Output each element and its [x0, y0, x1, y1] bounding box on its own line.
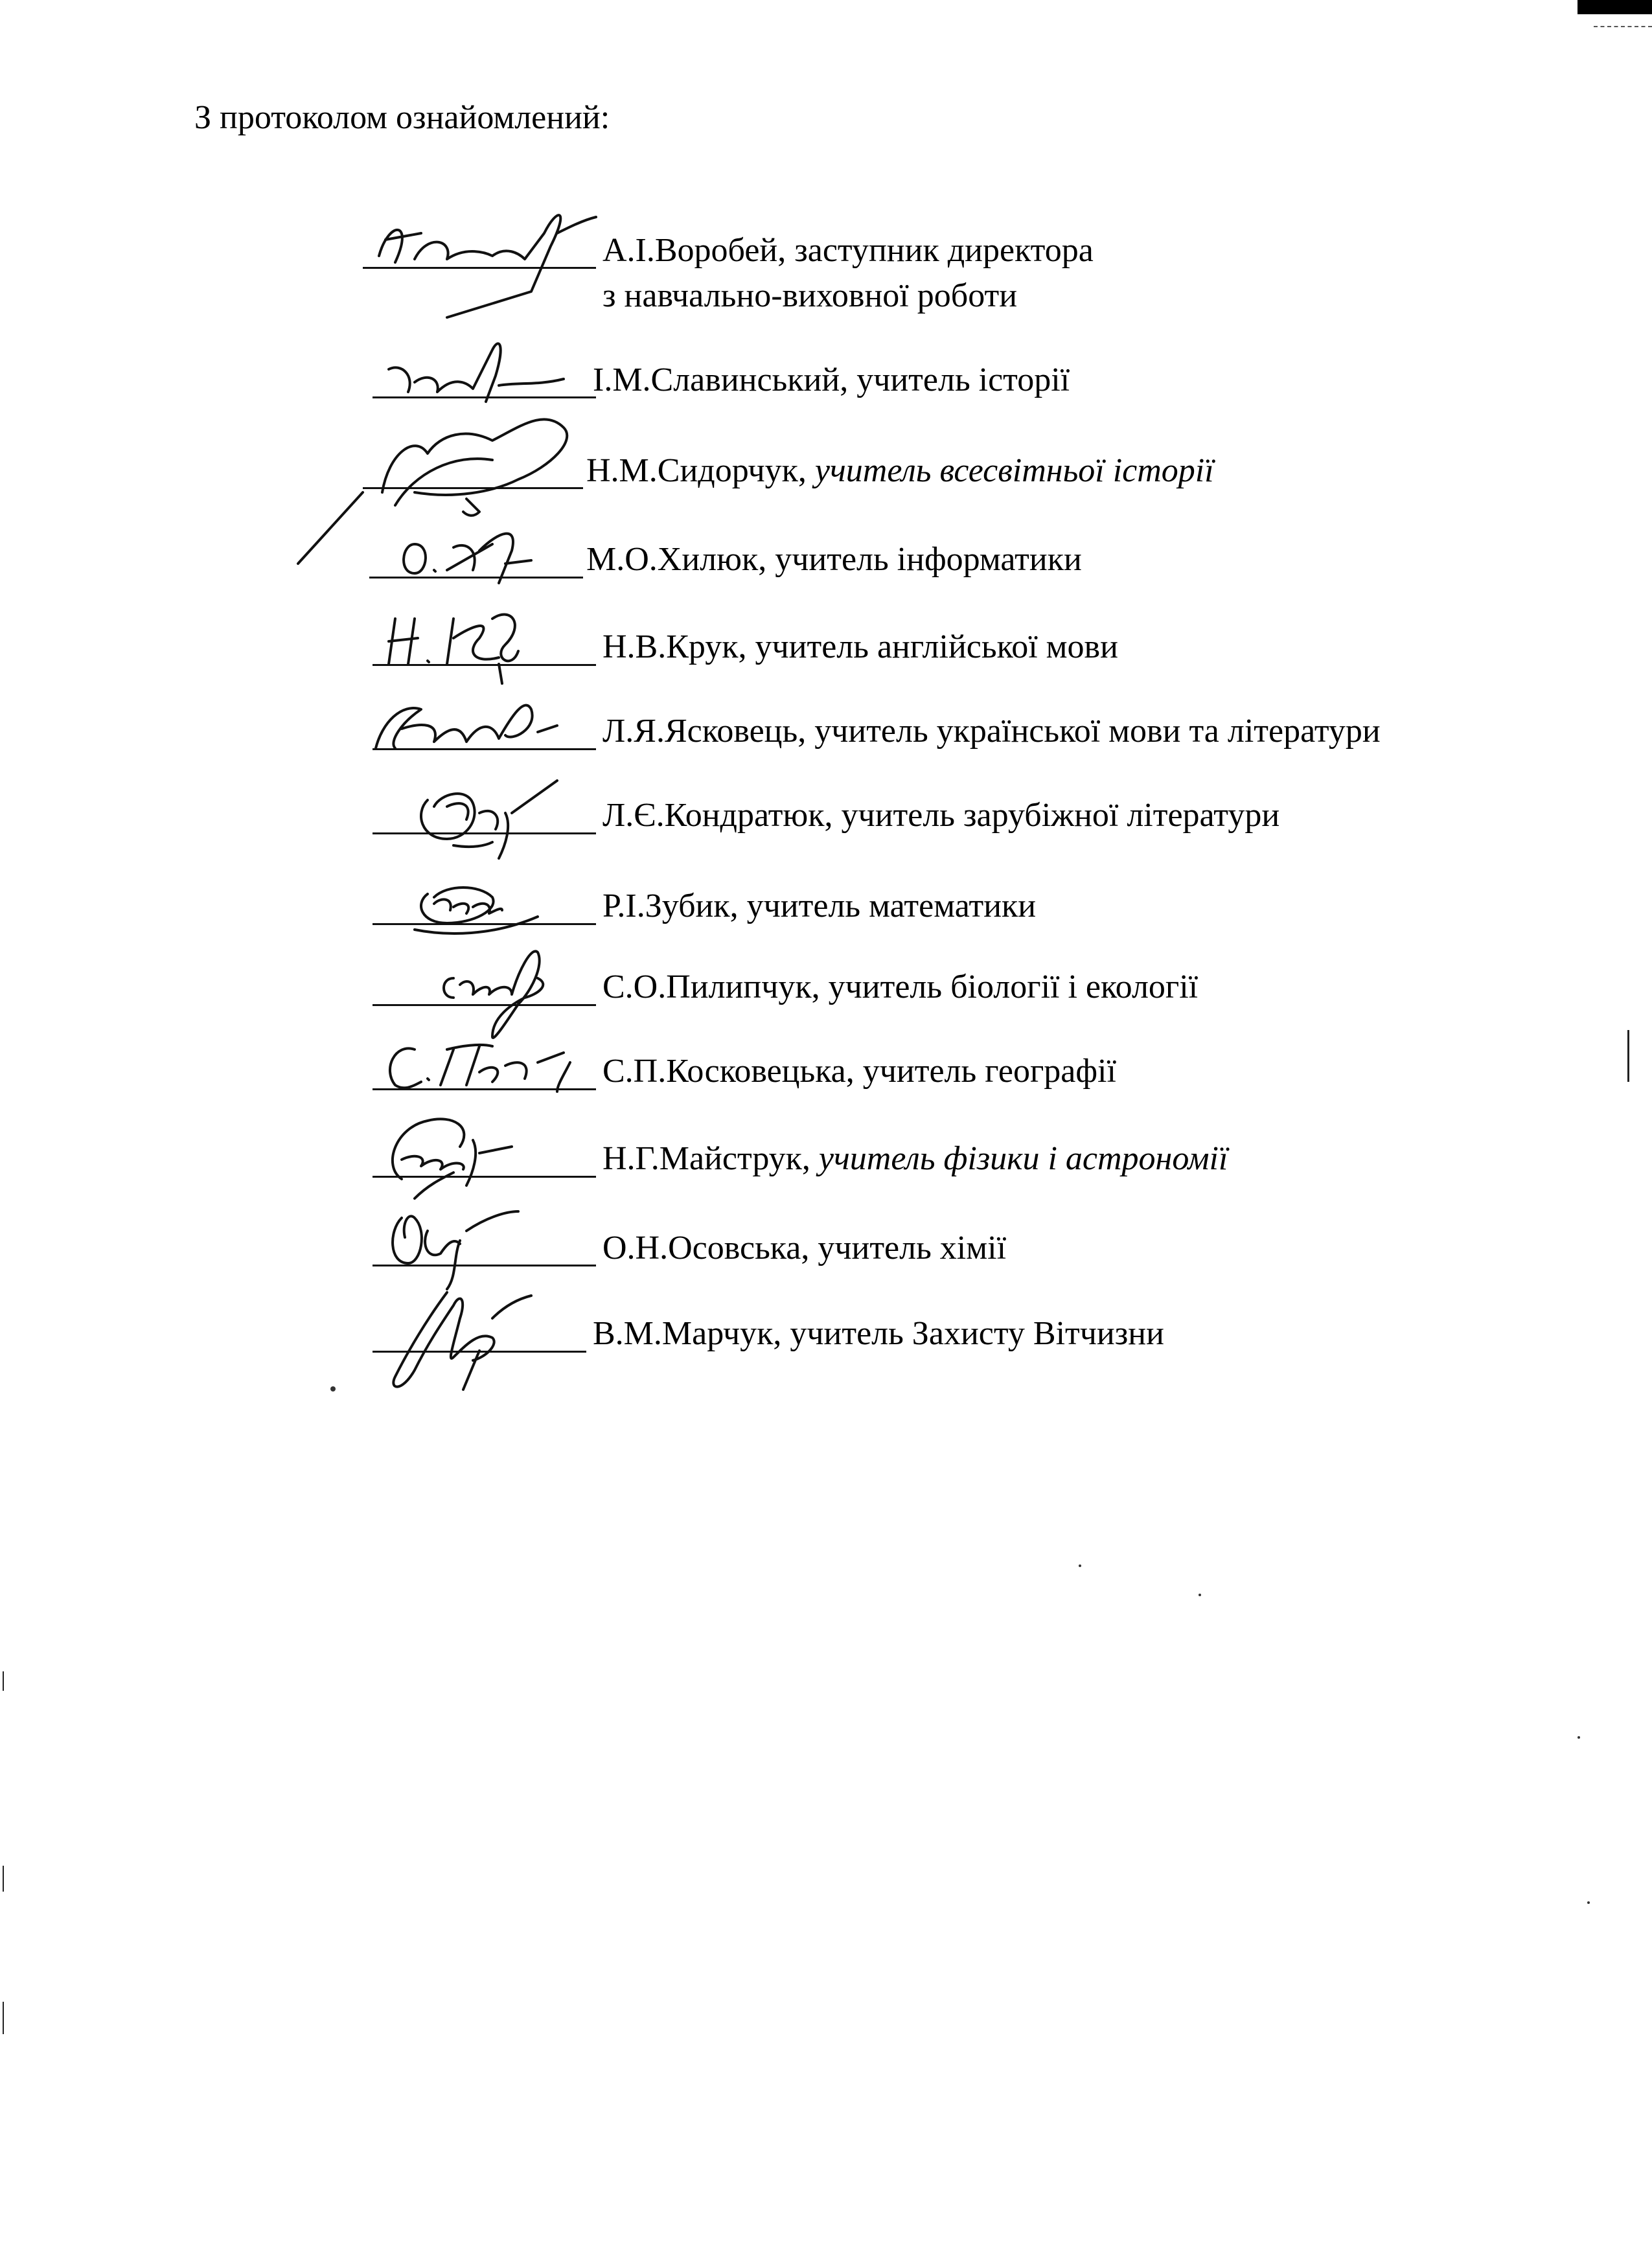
signatory-name: Л.Є.Кондратюк,	[602, 797, 833, 834]
signature-line	[373, 923, 596, 925]
scan-margin-mark	[3, 2002, 4, 2034]
document-heading: З протоколом ознайомлений:	[194, 99, 610, 136]
scan-margin-mark	[3, 1866, 4, 1892]
signatory-text	[602, 886, 1036, 927]
signature-row	[0, 1101, 1652, 1192]
signatory-text	[602, 1051, 1116, 1092]
signatory-text	[586, 450, 1214, 492]
signature-row	[0, 1279, 1652, 1370]
signature-line	[363, 267, 596, 269]
signatory-name: С.О.Пилипчук,	[602, 968, 820, 1005]
scan-speck	[1587, 1901, 1590, 1904]
signatory-name: В.М.Марчук,	[593, 1315, 782, 1352]
signatory-name: Н.М.Сидорчук,	[586, 452, 807, 489]
signature-row	[0, 1024, 1652, 1114]
signature-line	[373, 664, 596, 666]
signatory-role: учитель географії	[862, 1053, 1116, 1090]
scan-corner-mark	[1577, 0, 1652, 14]
signature-line	[373, 1004, 596, 1006]
signatory-name: М.О.Хилюк,	[586, 541, 767, 578]
signatory-role: учитель української мови та літератури	[814, 713, 1381, 750]
signatory-text	[602, 795, 1279, 836]
scan-corner-dash	[1594, 26, 1652, 27]
signature-line	[363, 487, 583, 489]
handwritten-signature	[0, 1279, 1652, 1435]
signature-line	[373, 748, 596, 750]
signature-line	[373, 396, 596, 398]
signatory-name: Л.Я.Ясковець,	[602, 713, 807, 750]
signature-line	[369, 577, 583, 578]
signature-row	[0, 512, 1652, 602]
signature-row	[0, 852, 1652, 943]
signatory-name: Н.Г.Майструк,	[602, 1140, 810, 1177]
signatory-name: Н.В.Крук,	[602, 628, 747, 665]
signatory-text	[593, 360, 1070, 401]
scan-speck	[1577, 1736, 1580, 1739]
signatory-role: учитель англійської мови	[755, 628, 1118, 665]
signatory-name: О.Н.Осовська,	[602, 1230, 810, 1266]
scan-speck	[1079, 1564, 1081, 1567]
signatory-role: заступник директора	[794, 232, 1094, 269]
scan-speck	[1199, 1594, 1201, 1596]
signature-line	[373, 832, 596, 834]
signatory-role: учитель фізики і астрономії	[818, 1140, 1228, 1177]
scan-speck	[330, 1386, 336, 1392]
signatory-role: учитель біології і екології	[828, 968, 1199, 1005]
signatory-text	[593, 1313, 1164, 1355]
signatory-text	[586, 539, 1082, 580]
signatory-role: учитель хімії	[818, 1230, 1007, 1266]
signatory-role: учитель інформатики	[775, 541, 1082, 578]
signature-row	[0, 768, 1652, 858]
signature-line	[373, 1176, 596, 1178]
signatory-name: Р.І.Зубик,	[602, 888, 739, 924]
signatory-role: учитель зарубіжної літератури	[841, 797, 1280, 834]
scan-margin-mark	[3, 1671, 4, 1691]
signature-line	[373, 1088, 596, 1090]
signature-row	[0, 1192, 1652, 1283]
signatory-role: учитель всесвітньої історії	[814, 452, 1214, 489]
signatory-text	[602, 711, 1381, 752]
signatory-text	[602, 967, 1198, 1008]
signature-line	[373, 1351, 586, 1353]
signatory-name: І.М.Славинський,	[593, 361, 849, 398]
signature-row	[0, 194, 1652, 314]
signature-line	[373, 1265, 596, 1266]
signatory-text	[602, 1138, 1228, 1180]
scan-margin-mark	[1627, 1030, 1629, 1082]
signatory-text	[602, 230, 1094, 271]
signatory-name: С.П.Косковецька,	[602, 1053, 855, 1090]
signatory-role: учитель Захисту Вітчизни	[790, 1315, 1164, 1352]
signatory-role: учитель історії	[856, 361, 1070, 398]
signatory-role: учитель математики	[746, 888, 1037, 924]
signature-row	[0, 933, 1652, 1024]
signature-row	[0, 683, 1652, 774]
signatory-name: А.І.Воробей,	[602, 232, 786, 269]
signatory-role-line2: з навчально-виховної роботи	[602, 277, 1018, 314]
signatory-text	[602, 626, 1118, 668]
signature-row	[0, 415, 1652, 505]
signature-row	[0, 337, 1652, 428]
signature-row	[0, 599, 1652, 690]
signatory-text	[602, 1228, 1006, 1269]
